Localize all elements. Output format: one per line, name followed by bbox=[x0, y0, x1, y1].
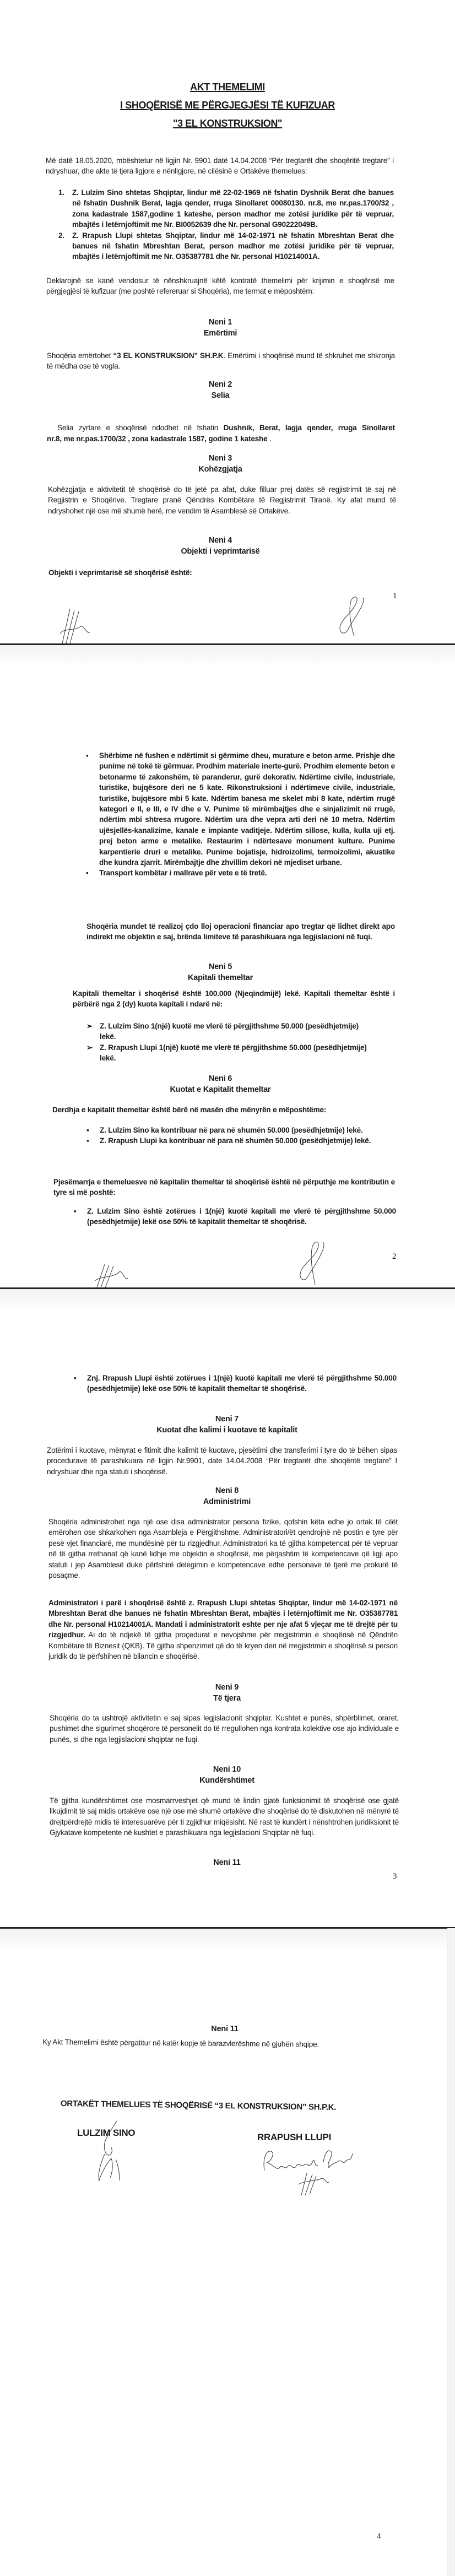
article-4-closing: Shoqëria mundet të realizoj çdo lloj operacioni financiar apo tregtar që lidhet direkt apo indirekt me objektin e saj, brënda limiteve të parashikuara nga legjislacioni në fuqi. bbox=[86, 922, 395, 941]
article-10-heading bbox=[7, 1764, 447, 1786]
founder-item bbox=[58, 187, 394, 230]
founder-text: Z. Rrapush Llupi shtetas Shqiptar, lindur më 14-02-1971 në fshatin Mbreshtan Berat dhe banues në fshatin Mbreshtan Berat, person madhor me zotësi juridike për të vepruar, mbajtës i letërnjoftimit me Nr. O35387781 dhe Nr. personal H10214001A. bbox=[72, 231, 394, 261]
title-line-3: "3 EL KONSTRUKSION" bbox=[172, 118, 283, 129]
address: Dushnik, Berat, lagja qender, rruga Sinollaret nr.8, me nr.pas.1700/32 , zona kadastrale 1587, godine 1 kateshe bbox=[47, 424, 431, 443]
bullet-icon: ▪ bbox=[86, 1126, 89, 1134]
article-6-heading bbox=[0, 1073, 441, 1095]
article-title: Administrimi bbox=[203, 1497, 251, 1506]
founders-list bbox=[58, 187, 394, 262]
page-number: 4 bbox=[377, 2532, 381, 2541]
article-number: Neni 4 bbox=[208, 536, 232, 545]
signature-rrapush-llupi bbox=[260, 2146, 365, 2198]
article-8-text: Shoqëria administrohet nga një ose disa administrator persona fizike, qofshin këta edhe jo ortak të cilët emërohen ose shkarkohen nga Asambleja e Përgjithshme. Administratori/ët qendrojnë në postin e tyre për pesë vjet financiarë, me mundësinë për tu rizgjedhur. Administratori ka të gjitha kompetencat për të vepruar në të gjitha rrethanat që kanë lidhje me objektin e shoqërisë, me përjashtim të kompetencave që ligji apo statuti i jep Asamblesë duke përfshirë delegimin e kompetencave edhe personave të tjerë me prokurë të posaçme. bbox=[48, 1518, 398, 1580]
article-number: Neni 8 bbox=[215, 1486, 239, 1495]
initials-signature bbox=[94, 1262, 132, 1289]
founder-item bbox=[58, 230, 394, 262]
text-run: Ai do të ndjekë të gjitha proçedurat e nevojshme për rregjistrimin e shoqërisë në Qëndrën Kombëtare të Biznesit (QKB). Të gjitha shpenzimet që do të kryen deri në rregjistrimin e shoqërisë si person juridik do të përfshihen në bilancin e shoqërisë. bbox=[48, 1631, 398, 1661]
initials-signature bbox=[296, 1240, 329, 1286]
article-title: Selia bbox=[211, 391, 230, 400]
article-5-text: Kapitali themeltar i shoqërisë është 100.000 (Njeqindmijë) lekë. Kapitali themeltar është i përbërë nga 2 (dy) kuota kapitali i ndarë në: bbox=[73, 989, 395, 1009]
article-title: Kundërshtimet bbox=[199, 1776, 254, 1785]
arrow-bullet-icon: ➢ bbox=[86, 1022, 93, 1030]
article-1-text bbox=[47, 350, 395, 372]
article-11-heading: Neni 11 bbox=[211, 2025, 239, 2033]
article-number: Neni 3 bbox=[208, 454, 232, 463]
bullet-icon: ▪ bbox=[86, 869, 89, 878]
page-number: 1 bbox=[393, 592, 397, 600]
declaration-paragraph: Deklarojnë se kanë vendosur të nënshkruajnë këtë kontratë themelimi për krijimin e shoqërisë me përgjegjësi të kufizuar (me poshtë refereruar si Shoqëria), me termat e mëposhtëm: bbox=[46, 277, 394, 296]
participation-lead: Pjesëmarrja e themeluesve në kapitalin themeltar të shoqërisë është në përputhje me kontributin e tyre si më poshtë: bbox=[53, 1178, 395, 1197]
share-text: Z. Lulzim Sino 1(një) kuotë me vlerë të përgjithshme 50.000 (pesëdhjetmije) lekë. bbox=[100, 1022, 359, 1041]
activity-item bbox=[86, 868, 395, 878]
article-2-text bbox=[47, 412, 431, 444]
contribution-item bbox=[86, 1125, 395, 1135]
article-number: Neni 7 bbox=[215, 1415, 239, 1424]
initials-signature bbox=[335, 595, 368, 639]
activities-list bbox=[86, 750, 395, 879]
article-number: Neni 5 bbox=[208, 962, 232, 971]
article-title: Objekti i veprimtarisë bbox=[181, 547, 260, 556]
contribution-text: Z. Lulzim Sino ka kontribuar në para në shumën 50.000 (pesëdhjetmije) lekë. bbox=[100, 1126, 363, 1134]
article-3-text: Kohëzgjatja e aktivitetit të shoqërisë do të jetë pa afat, duke filluar prej datës së regjistrimit të saj në Regjistrin e Shoqërive. Tregtare pranë Qëndrës Kombëtare të Regjistrimit Tiranë. Ky afat mund të ndryshohet një ose më shumë herë, me vendim të Asamblesë së Ortakëve. bbox=[48, 485, 396, 515]
article-number: Neni 9 bbox=[215, 1683, 239, 1692]
article-title: Kuotat dhe kalimi i kuotave të kapitalit bbox=[156, 1426, 297, 1435]
article-7-text: Zotërimi i kuotave, mënyrat e fitimit dhe kalimit të kuotave, pjesëtimi dhe transferimi i tyre do të bëhen sipas procedurave të parashikuara në ligjin Nr.9901, date 14.04.2008 “Për tregtarët dhe shoqëritë tregtare” I ndryshuar dhe nga statuti i shoqërisë. bbox=[47, 1446, 397, 1476]
page-number: 2 bbox=[392, 1252, 397, 1261]
signatories-heading: ORTAKËT THEMELUES TË SHOQËRISË “3 EL KONSTRUKSION” SH.P.K. bbox=[60, 2099, 337, 2112]
text-run: . Emërtimi i shoqërisë mund të shkruhet me shkronja të mëdha ose të vogla. bbox=[47, 351, 395, 371]
article-title: Kohëzgjatja bbox=[198, 465, 242, 474]
capital-shares-list bbox=[86, 1021, 373, 1064]
article-title: Të tjera bbox=[213, 1694, 241, 1703]
activity-item bbox=[86, 750, 395, 868]
participation-item bbox=[74, 1373, 397, 1394]
article-5-heading bbox=[0, 961, 441, 983]
initials-signature bbox=[58, 606, 91, 645]
article-number: Neni 2 bbox=[208, 380, 232, 389]
participation-text: Z. Lulzim Sino është zotërues i 1(një) kuotë kapitali me vlerë të përgjithshme 50.000 (pesëdhjetmije) lekë ose 50% të kapitalit themeltar të shoqërisë. bbox=[87, 1207, 396, 1226]
share-text: Z. Rrapush Llupi 1(një) kuotë me vlerë të përgjithshme 50.000 (pesëdhjetmije) lekë. bbox=[100, 1043, 367, 1063]
article-4-heading bbox=[0, 535, 441, 557]
bullet-icon: ▪ bbox=[86, 751, 89, 760]
page-fold bbox=[0, 1929, 455, 1951]
page-fold bbox=[0, 645, 455, 667]
article-3-heading bbox=[0, 453, 441, 475]
intro-paragraph: Më datë 18.05.2020, mbështetur në ligjin Nr. 9901 datë 14.04.2008 “Për tregtarët dhe shoqëritë tregtare” i ndryshuar, dhe akte të tjera ligjore e nënligjore, në cilësinë e Ortakëve themelues: bbox=[46, 156, 394, 176]
title-line-1: AKT THEMELIMI bbox=[190, 82, 265, 93]
list-number: 2. bbox=[58, 231, 64, 240]
title-line-2: I SHOQËRISË ME PËRGJEGJËSI TË KUFIZUAR bbox=[120, 100, 335, 111]
article-2-heading bbox=[0, 379, 441, 401]
share-item bbox=[86, 1021, 373, 1042]
arrow-bullet-icon: ➢ bbox=[86, 1043, 93, 1052]
activity-text: Shërbime në fushen e ndërtimit si gërmime dheu, murature e beton arme. Prishje dhe punime në tokë të gërmuar. Prodhim materiale inerte-gurë. Prodhim elemente beton e betonarme të zakonshëm, të paranderur, gurë dekorativ. Ndërtime civile, industriale, turistike, bujqësore deri ne 5 kate. Rikonstruksioni i ndërtimeve civile, industriale, turistike, bujqësore mbi 5 kate. Ndërtim banesa me skelet mbi 8 kate, ndërtim rrugë kategori e II, e III, e IV dhe e V. Punime të mirëmbajtjes dhe e sinjalizimit në rrugë, ndërtim mbi shtresa rrugore. Ndërtim ura dhe vepra arti deri në 10 metra. Ndërtim ujësjellës-kanalizime, kanale e impiante vaditjeje. Ndërtim sillose, kulla, kulla uji etj. prej beton arme e metalike. Restaurim i ndërtesave monument kulture. Punime karpentierie druri e metalike. Punime bojatisje, hidroizolimi, termoizolimi, akustike dhe kundra zjarrit. Mirëmbajtje dhe zhvillim dekori në mjediset urbane. bbox=[99, 751, 395, 867]
contribution-item bbox=[86, 1135, 395, 1146]
article-11-text: Ky Akt Themelimi është përgatitur në katër kopje të barazvlerëshme në gjuhën shqipe. bbox=[42, 2038, 319, 2049]
article-10-text: Të gjitha kundërshtimet ose mosmarrveshjet që mund të lindin gjatë funksionimit të shoqërisë ose gjatë likujdimit të saj midis ortakëve ose një ose më shumë ortakëve dhe shoqërisë do të diskutohen në mënyrë të drejtpërdrejtë midis të interesuarëve për ti zgjidhur miqësisht. Në rast të kundërt i nënshtrohen juridiksionit të Gjykatave kompetente në kushtet e parashikuara nga legjislacioni Shqiptar në fuqi. bbox=[50, 1796, 399, 1837]
article-number: Neni 10 bbox=[213, 1765, 241, 1774]
page-number: 3 bbox=[393, 1872, 397, 1881]
participation-text: Znj. Rrapush Llupi është zotërues i 1(një) kuotë kapitali me vlerë të përgjithshme 50.000 (pesëdhjetmije) lekë ose 50% të kapitalit themeltar të shoqërisë. bbox=[87, 1374, 397, 1393]
bullet-icon: ▪ bbox=[74, 1374, 77, 1382]
article-6-lead: Derdhja e kapitalit themeltar është bërë në masën dhe mënyrën e mëposhtëme: bbox=[52, 1106, 327, 1114]
signatory-name-left: LULZIM SINO bbox=[77, 2128, 136, 2138]
article-11-heading-continued: Neni 11 bbox=[213, 1858, 241, 1867]
founder-text: Z. Lulzim Sino shtetas Shqiptar, lindur më 22-02-1969 në fshatin Dyshnik Berat dhe banues në fshatin Dushnik Berat, lagja qender, rruga Sinollaret 00080130. nr.8, me nr.pas.1700/32 , zona kadastrale 1587,godine 1 kateshe, person madhor me zotësi juridike për të vepruar, mbajtës i letërnjoftimit me Nr. BI0052639 dhe Nr. personal G90222049B. bbox=[72, 188, 394, 229]
article-title: Emërtimi bbox=[203, 329, 237, 338]
article-number: Neni 1 bbox=[208, 318, 232, 327]
activity-text: Transport kombëtar i mallrave për vete e të tretë. bbox=[99, 869, 267, 878]
bullet-icon: ▪ bbox=[86, 1137, 89, 1145]
article-7-heading bbox=[7, 1414, 447, 1436]
text-run: . bbox=[267, 434, 272, 443]
article-title: Kapitali themeltar bbox=[187, 973, 253, 982]
signature-lulzim-sino bbox=[95, 2120, 128, 2183]
document-title bbox=[0, 78, 455, 133]
article-4-lead: Objekti i veprimtarisë së shoqërisë është: bbox=[48, 569, 192, 577]
text-run: Selia zyrtare e shoqërisë ndodhet në fshatin bbox=[57, 424, 224, 432]
article-8-heading bbox=[7, 1485, 447, 1507]
contribution-text: Z. Rrapush Llupi ka kontribuar në para në shumën 50.000 (pesëdhjetmije) lekë. bbox=[100, 1137, 371, 1145]
article-1-heading bbox=[0, 317, 441, 339]
article-title: Kuotat e Kapitalit themeltar bbox=[170, 1085, 271, 1094]
text-run: Shoqëria emërtohet bbox=[47, 351, 113, 360]
contributions-list bbox=[86, 1125, 395, 1146]
article-8-administrator bbox=[48, 1598, 398, 1662]
signatory-name-right: RRAPUSH LLUPI bbox=[257, 2132, 331, 2142]
scanned-page-edge bbox=[447, 1928, 455, 2576]
company-name: “3 EL KONSTRUKSION” SH.P.K bbox=[113, 351, 224, 360]
participation-item bbox=[74, 1206, 396, 1227]
share-item bbox=[86, 1042, 373, 1064]
article-9-heading bbox=[7, 1682, 447, 1704]
page-fold bbox=[0, 1289, 455, 1311]
list-number: 1. bbox=[58, 188, 64, 197]
administrator-appointment: Administratori i parë i shoqërisë është z. Rrapush Llupi shtetas Shqiptar, lindur më 14-02-1971 në Mbreshtan Berat dhe banues në fshatin Mbreshtan Berat, mbajtës i letërnjoftimit me Nr. O35387781 dhe Nr. personal H10214001A. Mandati i administratorit eshte per nje afat 5 vjeçar me të drejtë për tu rizgjedhur. bbox=[48, 1599, 398, 1639]
article-number: Neni 6 bbox=[208, 1074, 232, 1083]
bullet-icon: ▪ bbox=[74, 1207, 77, 1215]
article-9-text: Shoqëria do ta ushtrojë aktivitetin e saj sipas legjislacionit shqiptar. Kushtet e punës, shpërblimet, oraret, pushimet dhe sigurimet shoqërore të personelit do të rregullohen nga kontrata kolektive ose ajo individuale e punës, si dhe nga legjislacioni shqiptar ne fuqi. bbox=[50, 1714, 399, 1744]
